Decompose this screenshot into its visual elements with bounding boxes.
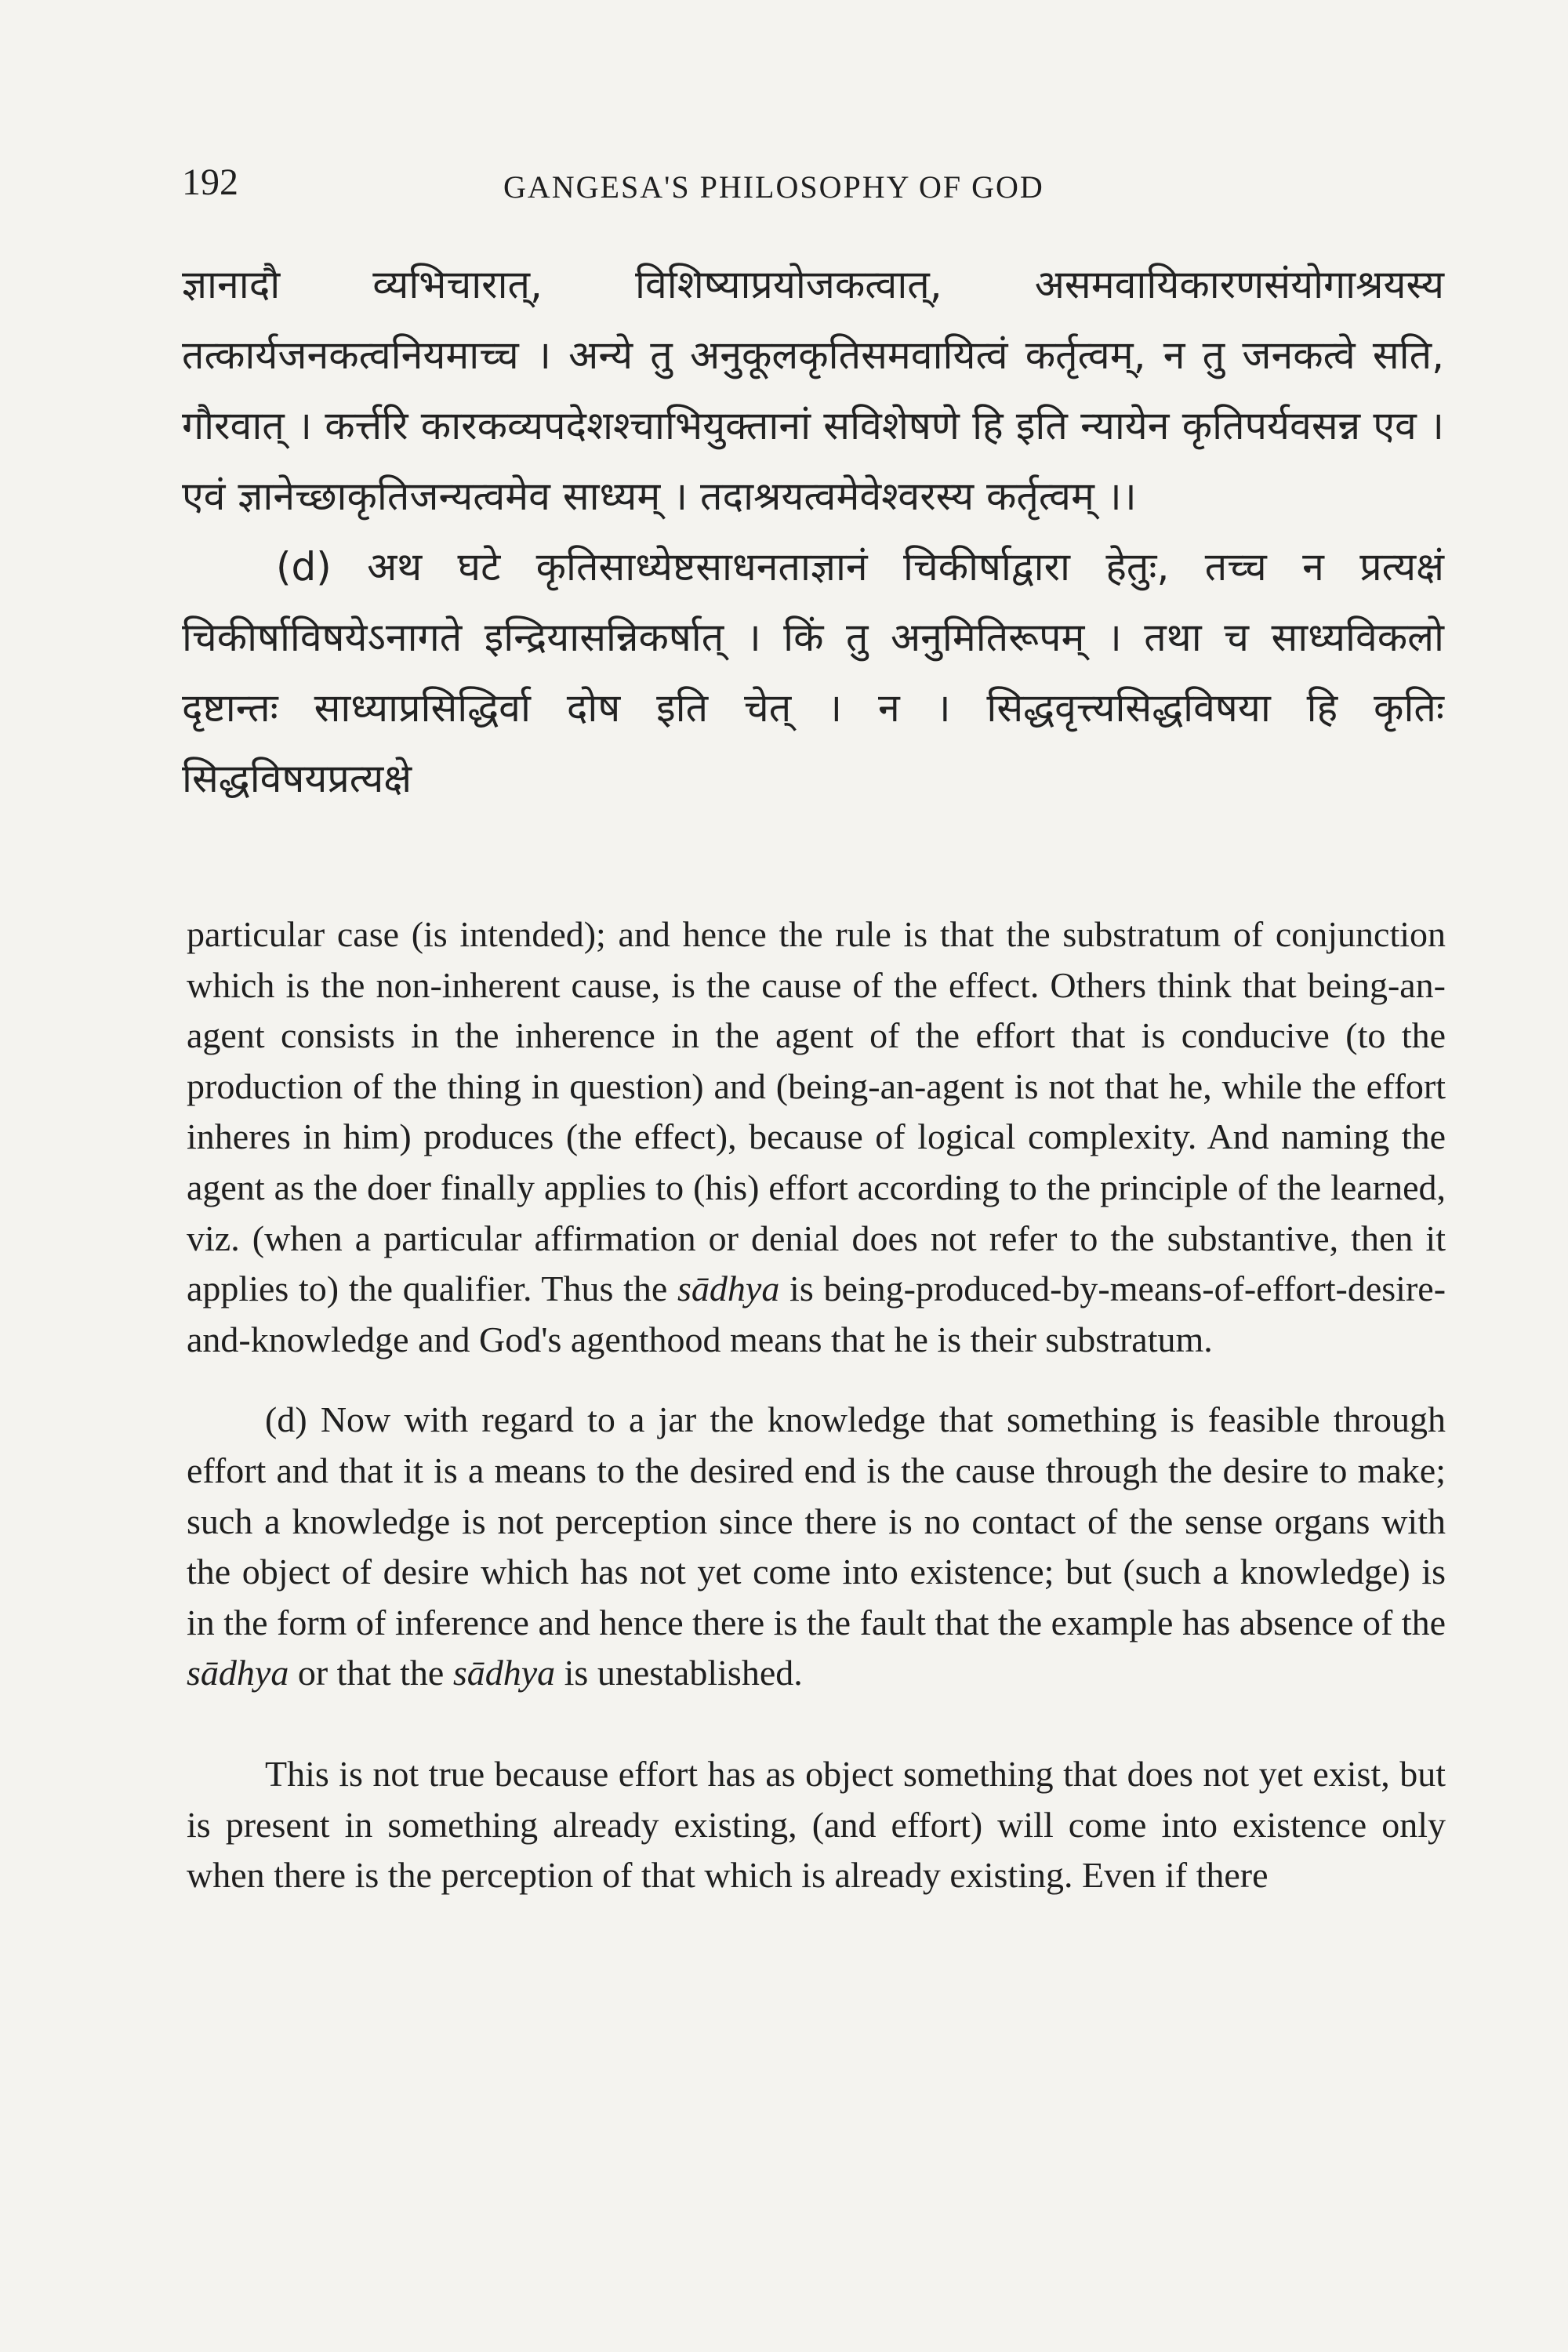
english-paragraph-2-mid: or that the <box>289 1653 453 1693</box>
english-paragraph-2 <box>187 1395 1446 1699</box>
english-paragraph-1-tail: is being-produced-by-means-of-effort-desire-and-knowledge and God's agenthood means that he is their substratum. <box>187 1269 1446 1359</box>
page-header <box>182 161 1444 216</box>
sanskrit-text-block <box>182 249 1444 814</box>
page-number: 192 <box>182 162 238 203</box>
english-paragraph-1-text: particular case (is intended); and hence the rule is that the substratum of conjunction which is the non-inherent cause, is the cause of the effect. Others think that being-an-agent consists in the inherence in the agent of the effort that is conducive (to the production of the thing in question) and (being-an-agent is not that he, while the effort inheres in him) produces (the effect), because of logical complexity. And naming the agent as the doer finally applies to (his) effort according to the principle of the learned, viz. (when a particular affirmation or denial does not refer to the substantive, then it applies to) the qualifier. Thus the <box>187 914 1446 1309</box>
term-sadhya: sādhya <box>452 1653 556 1693</box>
sanskrit-paragraph-1: ज्ञानादौ व्यभिचारात्, विशिष्याप्रयोजकत्वात्, असमवायिकारणसंयोगाश्रयस्य तत्कार्यजनकत्वनियमाच्च । अन्ये तु अनुकूलकृतिसमवायित्वं कर्तृत्वम्, न तु जनकत्वे सति, गौरवात् । कर्त्तरि कारकव्यपदेशश्चाभियुक्तानां सविशेषणे हि इति न्यायेन कृतिपर्यवसन्न एव । एवं ज्ञानेच्छाकृतिजन्यत्वमेव साध्यम् । तदाश्रयत्वमेवेश्वरस्य कर्तृत्वम् ।। <box>182 262 1444 519</box>
english-paragraph-3: This is not true because effort has as object something that does not yet exist, but is present in something already existing, (and effort) will come into existence only when there is the perception of that which is already existing. Even if there <box>187 1753 1446 1896</box>
english-paragraph-2-text: (d) Now with regard to a jar the knowledge that something is feasible through effort and that it is a means to the desired end is the cause through the desire to make; such a knowledge is not perception since there is no contact of the sense organs with the object of desire which has not yet come into existence; but (such a knowledge) is in the form of inference and hence there is the fault that the example has absence of the <box>187 1399 1446 1642</box>
english-translation-block <box>187 909 1446 1901</box>
english-paragraph-2-tail: is unestablished. <box>555 1653 803 1693</box>
term-sadhya: sādhya <box>677 1269 780 1309</box>
term-sadhya: sādhya <box>187 1653 289 1693</box>
running-title: GANGESA'S PHILOSOPHY OF GOD <box>503 169 1044 205</box>
english-paragraph-1 <box>187 909 1446 1365</box>
sanskrit-paragraph-2: (d) अथ घटे कृतिसाध्येष्टसाधनताज्ञानं चिकीर्षाद्वारा हेतुः, तच्च न प्रत्यक्षं चिकीर्षाविषयेऽनागते इन्द्रियासन्निकर्षात् । किं तु अनुमितिरूपम् । तथा च साध्यविकलो दृष्टान्तः साध्याप्रसिद्धिर्वा दोष इति चेत् । न । सिद्धवृत्त्यसिद्धविषया हि कृतिः सिद्धविषयप्रत्यक्षे <box>182 544 1444 801</box>
